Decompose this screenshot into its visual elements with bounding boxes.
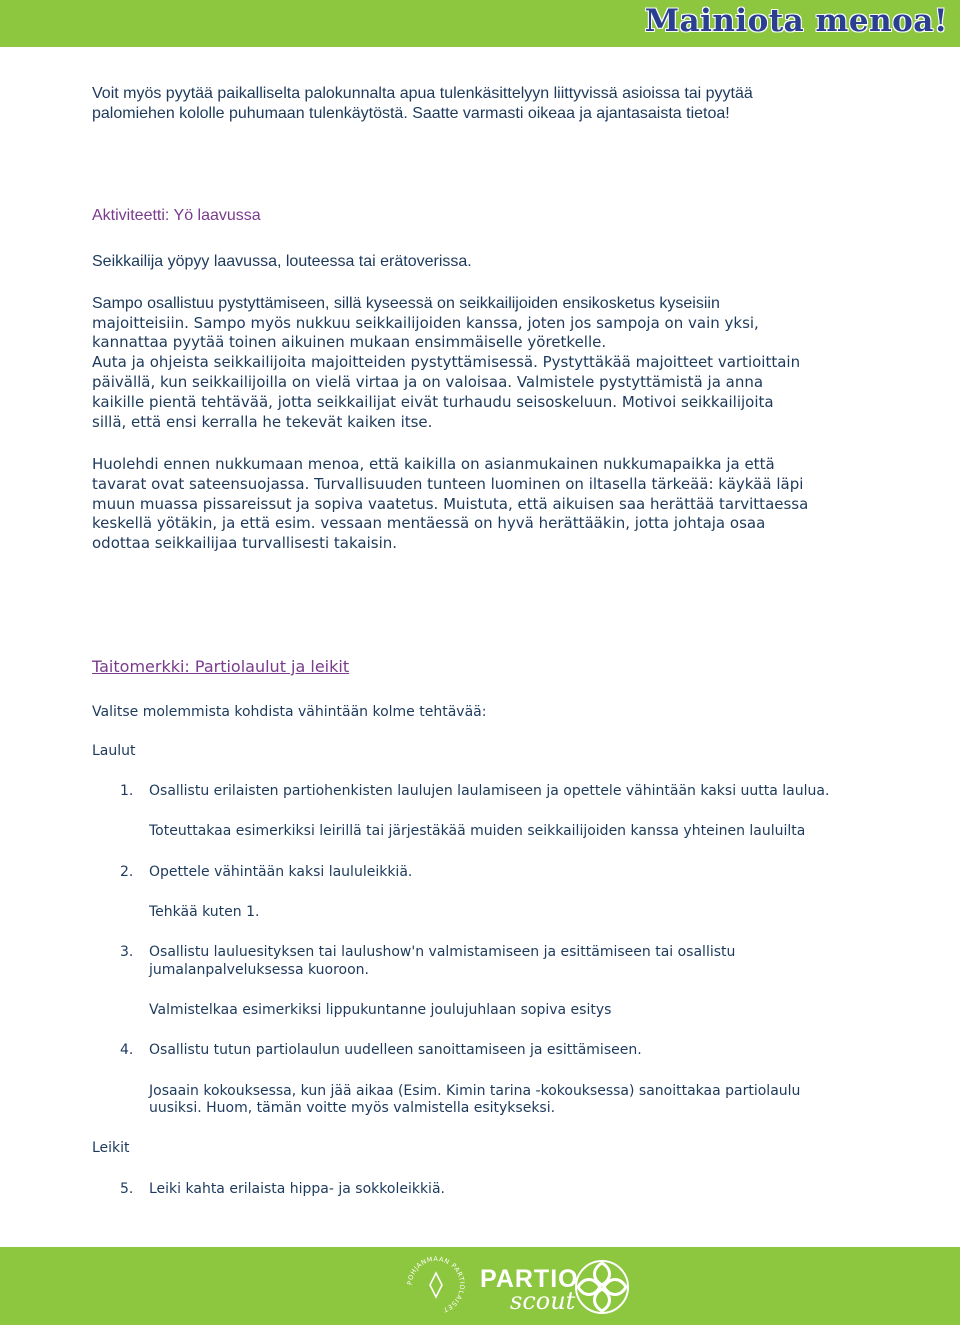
list-item-number: 5.: [120, 1181, 134, 1197]
footer-bar: [0, 1247, 960, 1325]
section-heading-games: Leikit: [92, 1140, 130, 1156]
list-item-note: Valmistelkaa esimerkiksi lippukuntanne joulujuhlaan sopiva esitys: [149, 1002, 612, 1018]
list-item-text: jumalanpalveluksessa kuoroon.: [149, 962, 369, 978]
paragraph-1-line-5: päivällä, kun seikkailijoilla on vielä virtaa ja on valoisaa. Valmistele pystyttämistä ja anna: [92, 373, 764, 391]
list-item-note: Toteuttakaa esimerkiksi leirillä tai järjestäkää muiden seikkailijoiden kanssa yhteinen lauluilta: [149, 823, 806, 839]
list-item-note: Josaain kokouksessa, kun jää aikaa (Esim. Kimin tarina -kokouksessa) sanoittakaa partiolaulu: [149, 1083, 801, 1099]
list-item-text: Opettele vähintään kaksi laululeikkiä.: [149, 864, 413, 880]
pohjanmaan-partiolaiset-seal-icon: [404, 1253, 468, 1317]
list-item-text: Osallistu tutun partiolaulun uudelleen sanoittamiseen ja esittämiseen.: [149, 1042, 642, 1058]
list-item-number: 2.: [120, 864, 134, 880]
paragraph-2-line-2: tavarat ovat sateensuojassa. Turvallisuuden tunteen luominen on iltasella tärkeää: käykää läpi: [92, 475, 804, 493]
seal-text: POHJANMAAN PARTIOLAISET: [405, 1254, 467, 1314]
paragraph-2-line-5: odottaa seikkailijaa turvallisesti takaisin.: [92, 534, 398, 552]
list-item-number: 1.: [120, 783, 134, 799]
scout-wordmark: scout: [510, 1287, 576, 1315]
activity-intro: Seikkailija yöpyy laavussa, louteessa tai erätoverissa.: [92, 253, 472, 270]
scout-emblem-icon: [570, 1255, 634, 1319]
paragraph-2-line-3: muun muassa pissareissut ja sopiva vaatetus. Muistuta, että aikuisen saa herättää tarvittaessa: [92, 495, 809, 513]
paragraph-1-line-1: Sampo osallistuu pystyttämiseen, sillä kyseessä on seikkailijoiden ensikosketus kyseisiin: [92, 295, 720, 312]
badge-title-link[interactable]: Taitomerkki: Partiolaulut ja leikit: [92, 657, 350, 676]
intro-line-2: palomiehen kololle puhumaan tulenkäytöstä. Saatte varmasti oikeaa ja ajantasaista tietoa!: [92, 105, 730, 122]
list-item-number: 3.: [120, 944, 134, 960]
badge-instruction: Valitse molemmista kohdista vähintään kolme tehtävää:: [92, 704, 487, 720]
partio-wordmark: PARTIO: [480, 1265, 579, 1293]
list-item-note: uusiksi. Huom, tämän voitte myös valmistella esitykseksi.: [149, 1100, 556, 1116]
paragraph-1-line-7: sillä, että ensi kerralla he tekevät kaiken itse.: [92, 413, 433, 431]
list-item-note: Tehkää kuten 1.: [149, 904, 260, 920]
paragraph-1-line-2: majoitteisiin. Sampo myös nukkuu seikkailijoiden kanssa, joten jos sampoja on vain yksi,: [92, 314, 759, 332]
list-item-text: Osallistu erilaisten partiohenkisten laulujen laulamiseen ja opettele vähintään kaksi uutta laulua.: [149, 783, 830, 799]
list-item-text: Osallistu lauluesityksen tai laulushow'n valmistamiseen ja esittämiseen tai osallistu: [149, 944, 736, 960]
list-item-number: 4.: [120, 1042, 134, 1058]
paragraph-2-line-4: keskellä yötäkin, ja että esim. vessaan mentäessä on hyvä herättääkin, jotta johtaja osaa: [92, 514, 766, 532]
paragraph-1-line-4: Auta ja ohjeista seikkailijoita majoitteiden pystyttämisessä. Pystyttäkää majoitteet vartioittain: [92, 353, 801, 371]
section-heading-songs: Laulut: [92, 743, 136, 759]
paragraph-1-line-3: kannattaa pyytää toinen aikuinen mukaan ensimmäiselle yöretkelle.: [92, 333, 607, 351]
paragraph-1-line-6: kaikille pientä tehtävää, jotta seikkailijat eivät turhaudu seisoskeluun. Motivoi seikkailijoita: [92, 393, 774, 411]
list-item-text: Leiki kahta erilaista hippa- ja sokkoleikkiä.: [149, 1181, 445, 1197]
paragraph-2-line-1: Huolehdi ennen nukkumaan menoa, että kaikilla on asianmukainen nukkumapaikka ja että: [92, 455, 775, 473]
activity-heading: Aktiviteetti: Yö laavussa: [92, 207, 261, 224]
svg-text:POHJANMAAN PARTIOLAISET: [406, 1255, 466, 1314]
intro-line-1: Voit myös pyytää paikalliselta palokunnalta apua tulenkäsittelyyn liittyvissä asioissa tai pyytää: [92, 85, 753, 102]
brand-title: Mainiota menoa!: [644, 3, 948, 39]
header-bar: [0, 0, 960, 47]
